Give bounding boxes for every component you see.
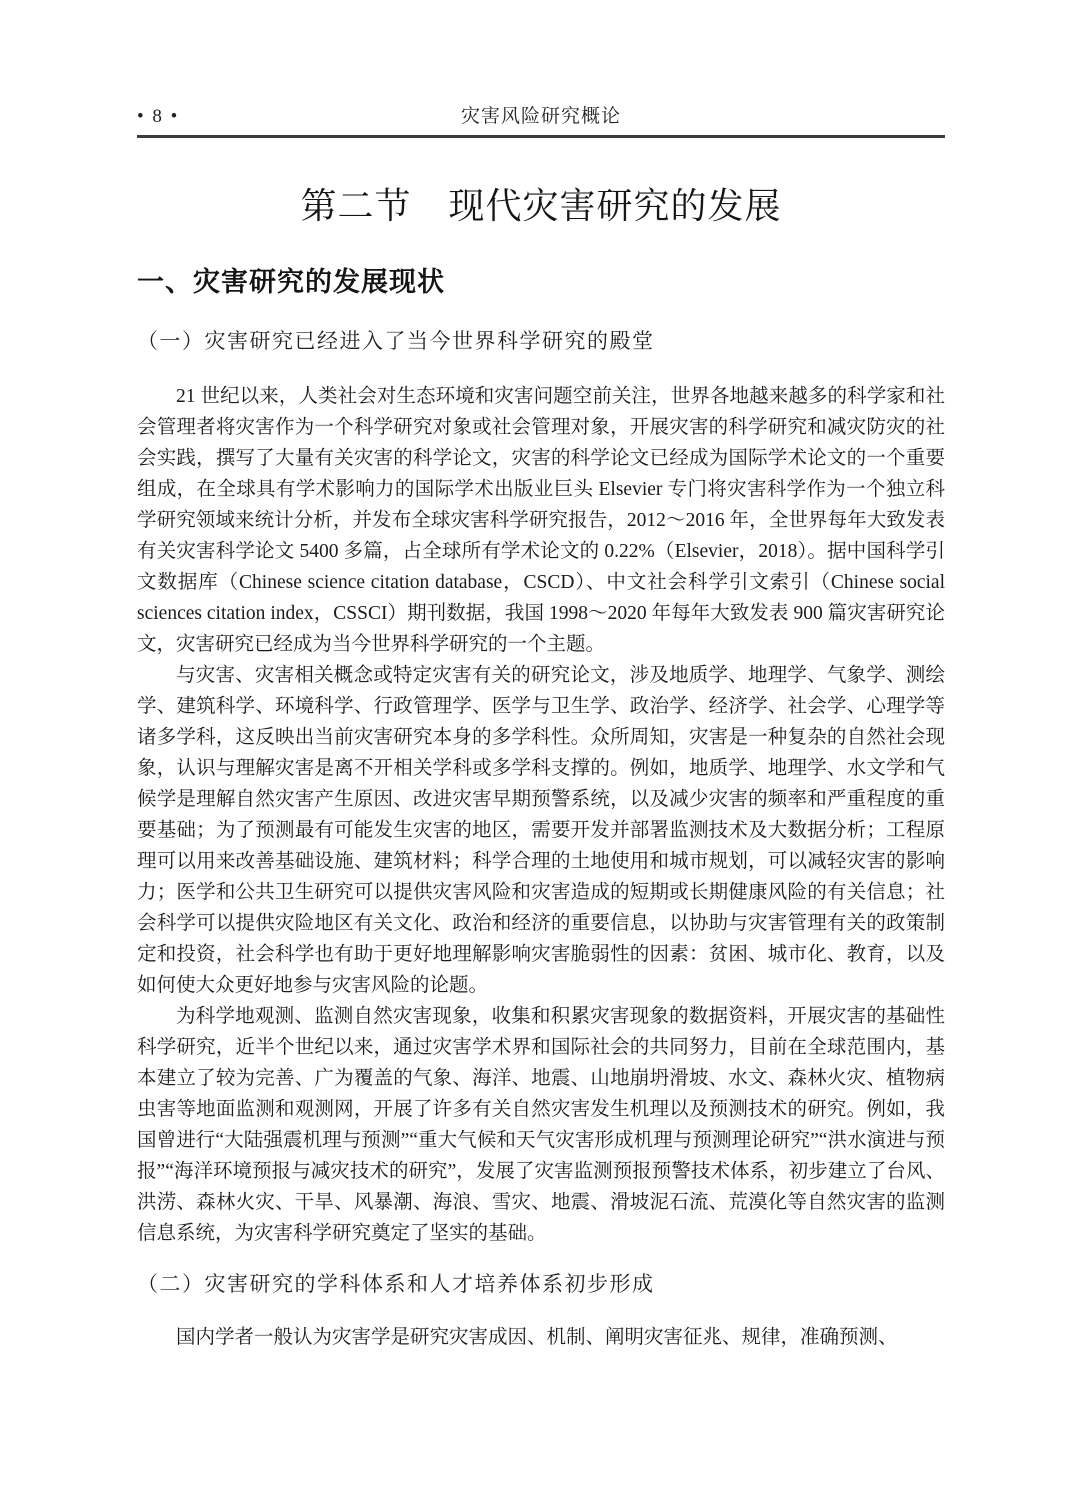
paragraph-4: 国内学者一般认为灾害学是研究灾害成因、机制、阐明灾害征兆、规律，准确预测、 (176, 1327, 898, 1348)
header-rule (137, 135, 945, 138)
heading-level-1: 一、灾害研究的发展现状 (137, 267, 445, 297)
paragraph-2: 与灾害、灾害相关概念或特定灾害有关的研究论文，涉及地质学、地理学、气象学、测绘学、建筑科学、环境科学、行政管理学、医学与卫生学、政治学、经济学、社会学、心理学等诸多学科，这反映出当前灾害研究本身的多学科性。众所周知，灾害是一种复杂的自然社会现象，认识与理解灾害是离不开相关学科或多学科支撑的。例如，地质学、地理学、水文学和气候学是理解自然灾害产生原因、改进灾害早期预警系统，以及减少灾害的频率和严重程度的重要基础；为了预测最有可能发生灾害的地区，需要开发并部署监测技术及大数据分析；工程原理可以用来改善基础设施、建筑材料；科学合理的土地使用和城市规划，可以减轻灾害的影响力；医学和公共卫生研究可以提供灾害风险和灾害造成的短期或长期健康风险的有关信息；社会科学可以提供灾险地区有关文化、政治和经济的重要信息，以协助与灾害管理有关的政策制定和投资，社会科学也有助于更好地理解影响灾害脆弱性的因素：贫困、城市化、教育，以及如何使大众更好地参与灾害风险的论题。 (137, 665, 945, 996)
section-title: 第二节 现代灾害研究的发展 (300, 186, 782, 226)
paragraph-3: 为科学地观测、监测自然灾害现象，收集和积累灾害现象的数据资料，开展灾害的基础性科学研究，近半个世纪以来，通过灾害学术界和国际社会的共同努力，目前在全球范围内，基本建立了较为完善、广为覆盖的气象、海洋、地震、山地崩坍滑坡、水文、森林火灾、植物病虫害等地面监测和观测网，开展了许多有关自然灾害发生机理以及预测技术的研究。例如，我国曾进行“大陆强震机理与预测”“重大气候和天气灾害形成机理与预测理论研究”“洪水演进与预报”“海洋环境预报与减灾技术的研究”，发展了灾害监测预报预警技术体系，初步建立了台风、洪涝、森林火灾、干旱、风暴潮、海浪、雪灾、地震、滑坡泥石流、荒漠化等自然灾害的监测信息系统，为灾害科学研究奠定了坚实的基础。 (137, 1006, 945, 1244)
subheading-1: （一）灾害研究已经进入了当今世界科学研究的殿堂 (137, 329, 655, 353)
page-header (137, 104, 945, 130)
running-title: 灾害风险研究概论 (460, 106, 621, 127)
subheading-2: （二）灾害研究的学科体系和人才培养体系初步形成 (137, 1272, 655, 1296)
page-number: • 8 • (137, 106, 180, 127)
paragraph-1: 21 世纪以来，人类社会对生态环境和灾害问题空前关注，世界各地越来越多的科学家和社会管理者将灾害作为一个科学研究对象或社会管理对象，开展灾害的科学研究和减灾防灾的社会实践，撰写了大量有关灾害的科学论文，灾害的科学论文已经成为国际学术论文的一个重要组成，在全球具有学术影响力的国际学术出版业巨头 Elsevier 专门将灾害科学作为一个独立科学研究领域来统计分析，并发布全球灾害科学研究报告，2012～2016 年，全世界每年大致发表有关灾害科学论文 5400 多篇，占全球所有学术论文的 0.22%（Elsevier，2018）。据中国科学引文数据库（Chinese science citation database，CSCD）、中文社会科学引文索引（Chinese social sciences citation index，CSSCI）期刊数据，我国 1998～2020 年每年大致发表 900 篇灾害研究论文，灾害研究已经成为当今世界科学研究的一个主题。 (137, 386, 945, 655)
